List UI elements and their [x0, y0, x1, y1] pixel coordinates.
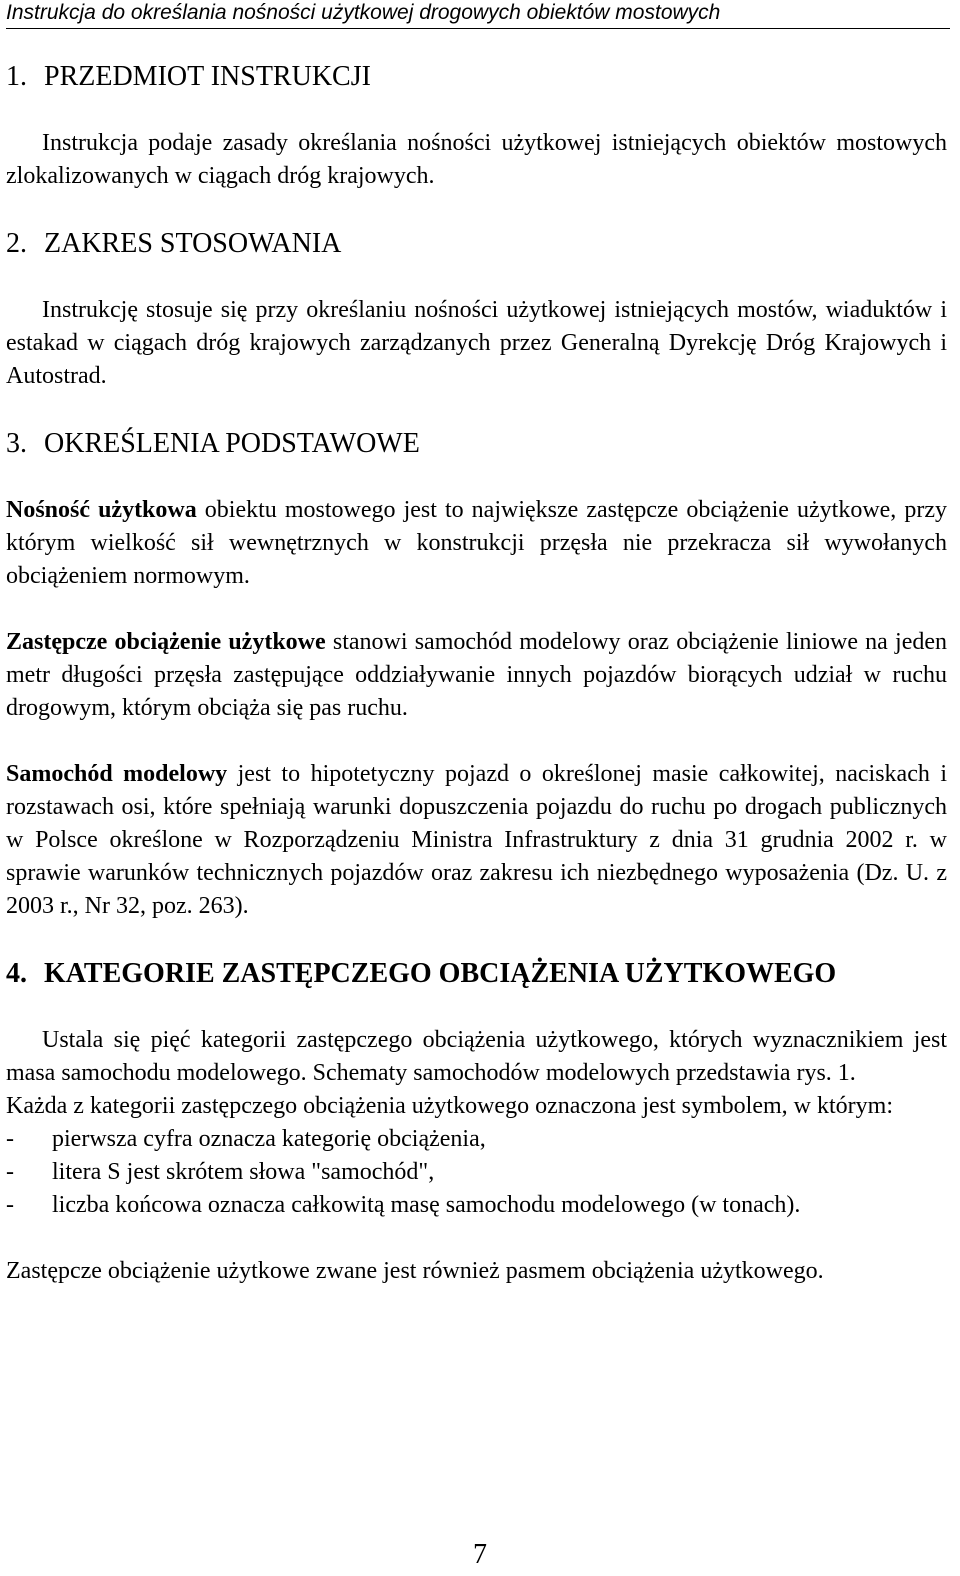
definition-term: Zastępcze obciążenie użytkowe — [6, 629, 326, 655]
list-item — [6, 1123, 947, 1156]
section-4-paragraph-1: Ustala się pięć kategorii zastępczego obciążenia użytkowego, których wyznacznikiem jest masa samochodu modelowego. Schematy samochodów modelowych przedstawia rys. 1. — [6, 1027, 947, 1086]
section-title: KATEGORIE ZASTĘPCZEGO OBCIĄŻENIA UŻYTKOWEGO — [44, 958, 837, 989]
definition-text: jest to hipotetyczny pojazd o określonej masie całkowitej, naciskach i rozstawach osi, które spełniają warunki dopuszczenia pojazdu do ruchu po drogach publicznych w Polsce określone w Rozporządzeniu Ministra Infrastruktury z dnia 31 grudnia 2002 r. w sprawie warunków technicznych pojazdów oraz zakresu ich niezbędnego wyposażenia (Dz. U. z 2003 r., Nr 32, poz. 263). — [6, 761, 947, 919]
list-dash: - — [6, 1159, 14, 1185]
section-2-paragraph: Instrukcję stosuje się przy określaniu nośności użytkowej istniejących mostów, wiaduktów i estakad w ciągach dróg krajowych zarządzanych przez Generalną Dyrekcję Dróg Krajowych i Autostrad. — [6, 297, 947, 389]
running-header-title: Instrukcja do określania nośności użytkowej drogowych obiektów mostowych — [6, 1, 721, 24]
section-title: PRZEDMIOT INSTRUKCJI — [44, 61, 371, 92]
section-4-paragraph-2: Każda z kategorii zastępczego obciążenia użytkowego oznaczona jest symbolem, w którym: — [6, 1093, 893, 1119]
definition-zastepcze-obciazenie — [6, 626, 947, 725]
running-header — [6, 0, 950, 29]
definition-samochod-modelowy — [6, 758, 947, 923]
section-4-paragraph-3: Zastępcze obciążenie użytkowe zwane jest również pasmem obciążenia użytkowego. — [6, 1258, 824, 1284]
section-number: 1. — [6, 61, 27, 92]
list-item — [6, 1189, 947, 1222]
list-item-text: litera S jest skrótem słowa "samochód", — [52, 1159, 435, 1185]
section-title: OKREŚLENIA PODSTAWOWE — [44, 428, 420, 459]
section-number: 2. — [6, 228, 27, 259]
symbol-list — [6, 1123, 947, 1222]
definition-text: obiektu mostowego jest to największe zastępcze obciążenie użytkowe, przy którym wielkość sił wewnętrznych w konstrukcji przęsła nie przekracza sił wywołanych obciążeniem normowym. — [6, 497, 948, 589]
definition-text: stanowi samochód modelowy oraz obciążenie liniowe na jeden metr długości przęsła zastępujące oddziaływanie innych pojazdów biorących udział w ruchu drogowym, którym obciąża się pas ruchu. — [6, 629, 947, 721]
definition-nosnosc-uzytkowa — [6, 494, 947, 593]
section-title: ZAKRES STOSOWANIA — [44, 228, 342, 259]
section-number: 4. — [6, 958, 27, 989]
document-body — [6, 60, 947, 1288]
section-heading-3 — [6, 427, 947, 460]
section-heading-2 — [6, 227, 947, 260]
list-dash: - — [6, 1126, 14, 1152]
section-number: 3. — [6, 428, 27, 459]
section-heading-4 — [6, 957, 947, 990]
list-item-text: pierwsza cyfra oznacza kategorię obciążenia, — [52, 1126, 486, 1152]
list-item-text: liczba końcowa oznacza całkowitą masę samochodu modelowego (w tonach). — [52, 1192, 801, 1218]
list-dash: - — [6, 1192, 14, 1218]
list-item — [6, 1156, 947, 1189]
page-number: 7 — [473, 1539, 487, 1570]
definition-term: Nośność użytkowa — [6, 497, 197, 523]
section-1-paragraph: Instrukcja podaje zasady określania nośności użytkowej istniejących obiektów mostowych zlokalizowanych w ciągach dróg krajowych. — [6, 130, 947, 189]
definition-term: Samochód modelowy — [6, 761, 228, 787]
section-heading-1 — [6, 60, 947, 93]
